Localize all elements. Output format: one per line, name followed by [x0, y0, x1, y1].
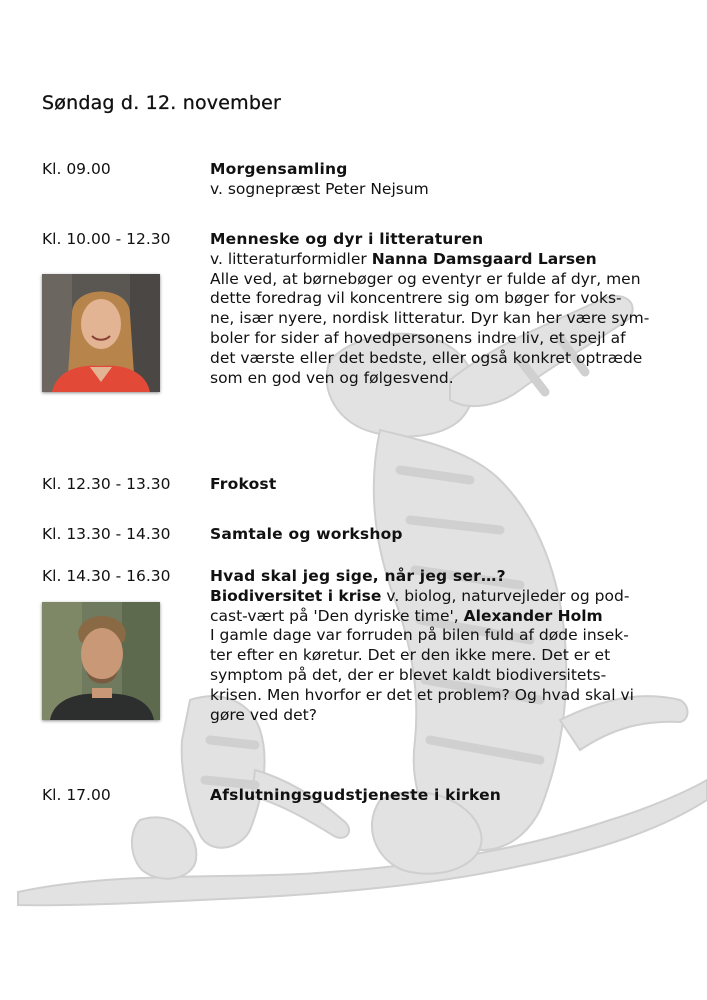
speaker-name: Nanna Damsgaard Larsen [371, 249, 597, 268]
event-menneske-og-dyr [210, 230, 680, 388]
page-title: Søndag d. 12. november [42, 92, 281, 114]
event-speaker [210, 250, 680, 270]
event-afslutning [210, 786, 680, 806]
event-subtitle: v. sognepræst Peter Nejsum [210, 179, 429, 198]
description-line: gøre ved det? [210, 705, 317, 724]
speaker-prefix: v. litteraturformidler [210, 249, 372, 268]
subtitle-rest: v. biolog, naturvejleder og pod- [381, 586, 630, 605]
event-title: Hvad skal jeg sige, når jeg ser…? [210, 567, 506, 585]
event-time-morgensamling: Kl. 09.00 [42, 160, 111, 178]
description-line: ter efter en køretur. Det er den ikke mere. Det er et [210, 646, 611, 665]
description-line: krisen. Men hvorfor er det et problem? Og hvad skal vi [210, 685, 634, 704]
description-line: dette foredrag vil koncentrere sig om bøger for voks- [210, 289, 622, 308]
event-time-frokost: Kl. 12.30 - 13.30 [42, 475, 171, 493]
description-line: I gamle dage var forruden på bilen fuld af døde insek- [210, 626, 629, 645]
event-time-afslutning: Kl. 17.00 [42, 786, 111, 804]
event-title: Morgensamling [210, 160, 348, 178]
event-speaker [210, 607, 680, 627]
event-time-samtale: Kl. 13.30 - 14.30 [42, 525, 171, 543]
event-time-menneske-og-dyr: Kl. 10.00 - 12.30 [42, 230, 171, 248]
event-morgensamling [210, 160, 680, 200]
event-biodiversitet [210, 567, 680, 725]
event-title: Menneske og dyr i litteraturen [210, 230, 484, 248]
subtitle-line2: cast-vært på 'Den dyriske time', [210, 606, 464, 625]
description-line: Alle ved, at børnebøger og eventyr er fulde af dyr, men [210, 269, 641, 288]
event-title: Samtale og workshop [210, 525, 403, 543]
speaker-photo-nanna [42, 274, 160, 392]
event-samtale [210, 525, 680, 545]
event-frokost [210, 475, 680, 495]
event-description [210, 626, 680, 725]
speaker-photo-alexander [42, 602, 160, 720]
description-line: symptom på det, der er blevet kaldt biodiversitets- [210, 665, 607, 684]
event-title: Afslutningsgudstjeneste i kirken [210, 786, 502, 804]
description-line: boler for sider af hovedpersonens indre liv, et spejl af [210, 328, 626, 347]
event-subtitle [210, 587, 680, 607]
event-title: Frokost [210, 475, 277, 493]
subtitle-bold: Biodiversitet i krise [210, 586, 382, 605]
description-line: som en god ven og følgesvend. [210, 368, 454, 387]
event-time-biodiversitet: Kl. 14.30 - 16.30 [42, 567, 171, 585]
speaker-name: Alexander Holm [463, 606, 603, 625]
description-line: det værste eller det bedste, eller også konkret optræde [210, 348, 643, 367]
description-line: ne, især nyere, nordisk litteratur. Dyr kan her være sym- [210, 309, 650, 328]
event-description [210, 270, 680, 389]
